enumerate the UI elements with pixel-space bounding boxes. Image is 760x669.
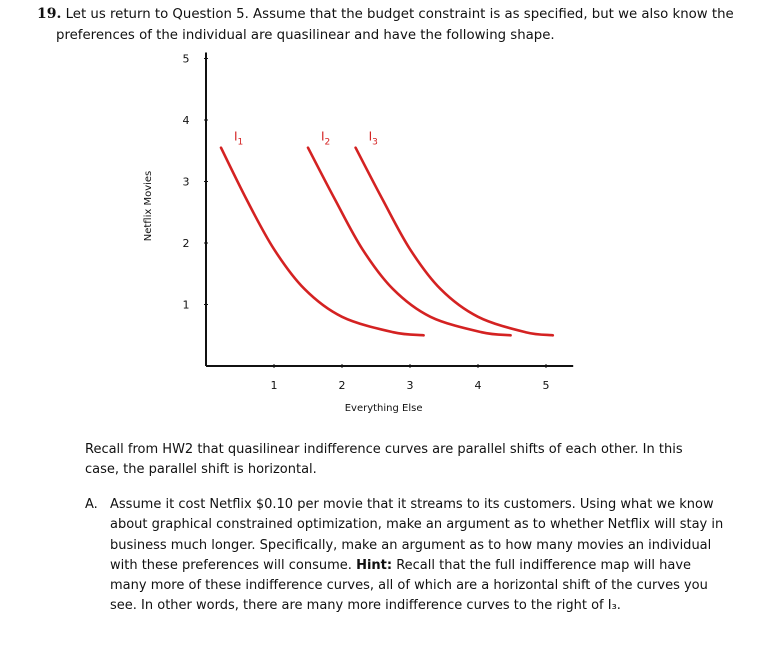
- y-axis-label: Netflix Movies: [143, 170, 154, 242]
- part-a-letter: A.: [85, 497, 98, 512]
- part-a-text1: Assume it cost Netflix $0.10 per movie that it streams to its customers. Using what we know about graphical constrained optimization, make an argument as to whether Netflix will stay in business much longer. Specifically, make an argument as to how many movies an individual with these preferences will consume.: [110, 497, 724, 573]
- curve-label-3: $I_3$: [368, 129, 378, 148]
- y-tick-label: 1: [182, 298, 190, 312]
- curve-label-1: $I_1$: [233, 129, 244, 148]
- y-tick-label: 3: [182, 175, 190, 189]
- question-number: 19.: [37, 6, 62, 22]
- question-text-line2: preferences of the individual are quasilinear and have the following shape.: [56, 28, 555, 43]
- hint-label: Hint:: [356, 557, 393, 573]
- curve-group: [221, 130, 553, 336]
- x-axis-label: Everything Else: [344, 403, 423, 414]
- y-tick-label: 5: [182, 52, 190, 66]
- part-a-text2: Recall that the full indifference map will have many more of these indifference curves, all of which are a horizontal shift of the curves you see. In other words, there are many more indifference curves to the right of I₃.: [110, 557, 708, 614]
- part-a: [85, 495, 725, 617]
- y-tick-label: 2: [182, 237, 190, 250]
- part-a-body: [110, 495, 725, 617]
- recall-paragraph: [85, 440, 705, 480]
- indifference-curve-3: [356, 148, 553, 336]
- recall-line2: case, the parallel shift is horizontal.: [85, 462, 317, 477]
- chart-axes: [206, 53, 573, 367]
- curve-label-2: $I_2$: [321, 129, 331, 148]
- x-tick-label: 1: [270, 379, 278, 392]
- x-tick-label: 5: [542, 379, 550, 392]
- x-tick-label: 2: [338, 379, 346, 392]
- question-text-line1: Let us return to Question 5. Assume that the budget constraint is as specified, but we also know the: [65, 7, 734, 22]
- x-tick-label: 3: [406, 379, 414, 392]
- x-tick-label: 4: [474, 379, 482, 392]
- indifference-curve-2: [308, 148, 511, 336]
- x-tick-group: [271, 364, 550, 392]
- y-tick-group: [183, 53, 209, 312]
- y-tick-label: 4: [182, 114, 190, 127]
- recall-line1: Recall from HW2 that quasilinear indifference curves are parallel shifts of each other. In this: [85, 442, 683, 457]
